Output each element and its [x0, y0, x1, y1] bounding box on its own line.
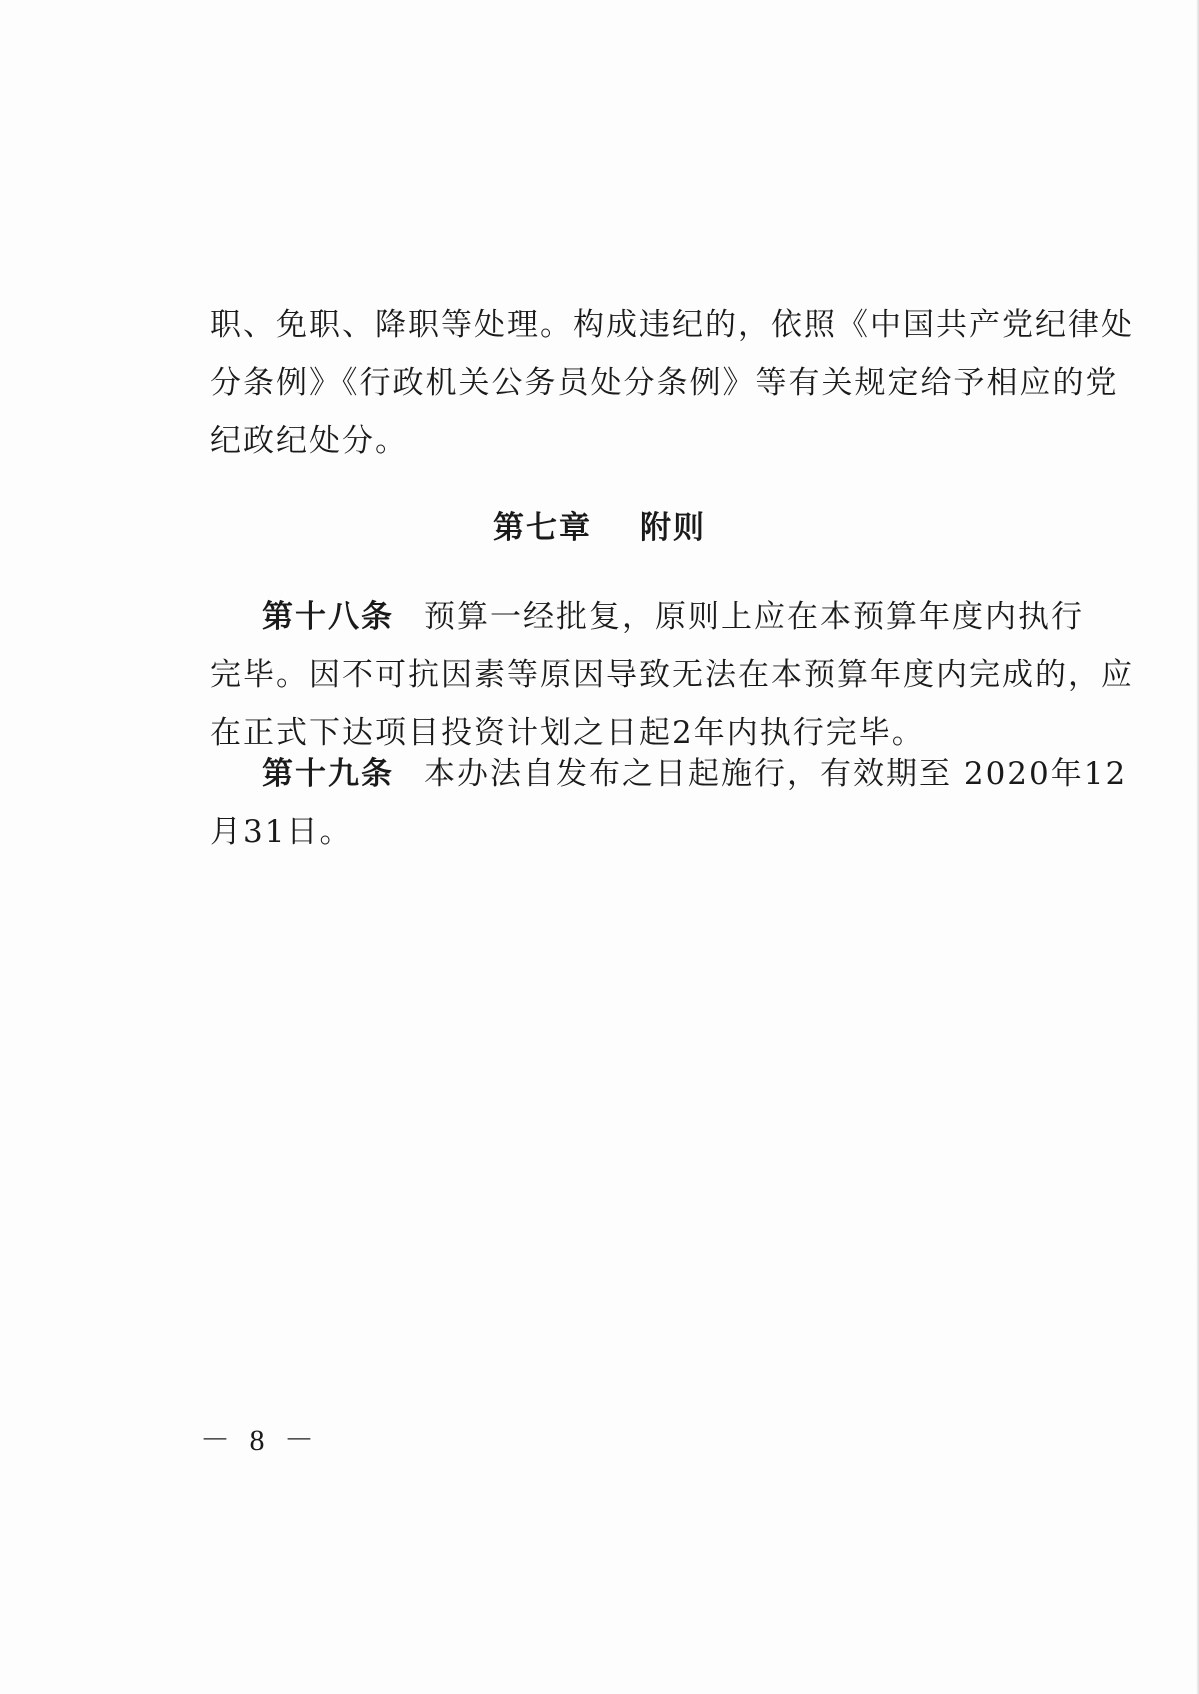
continued-paragraph	[210, 296, 1134, 470]
paragraph-line: 分条例》《行政机关公务员处分条例》等有关规定给予相应的党	[210, 365, 1119, 401]
article-label: 第十九条	[262, 756, 394, 792]
article-text: 本办法自发布之日起施行，有效期至 2020年12	[424, 756, 1128, 792]
article-label: 第十八条	[262, 599, 394, 635]
paragraph-line: 纪政纪处分。	[210, 423, 408, 459]
article-19	[210, 745, 1128, 861]
article-text-line: 完毕。因不可抗因素等原因导致无法在本预算年度内完成的，应	[210, 657, 1134, 693]
chapter-title: 附则	[640, 510, 706, 546]
paragraph-line: 职、免职、降职等处理。构成违纪的，依照《中国共产党纪律处	[210, 307, 1134, 343]
article-text-line: 在正式下达项目投资计划之日起2年内执行完毕。	[210, 715, 925, 751]
article-text-line: 月31日。	[210, 814, 353, 850]
chapter-number: 第七章	[493, 510, 592, 546]
article-18	[210, 588, 1134, 762]
page-number: － 8 －	[200, 1424, 320, 1457]
chapter-heading	[0, 502, 1199, 547]
article-text: 预算一经批复，原则上应在本预算年度内执行	[424, 599, 1084, 635]
